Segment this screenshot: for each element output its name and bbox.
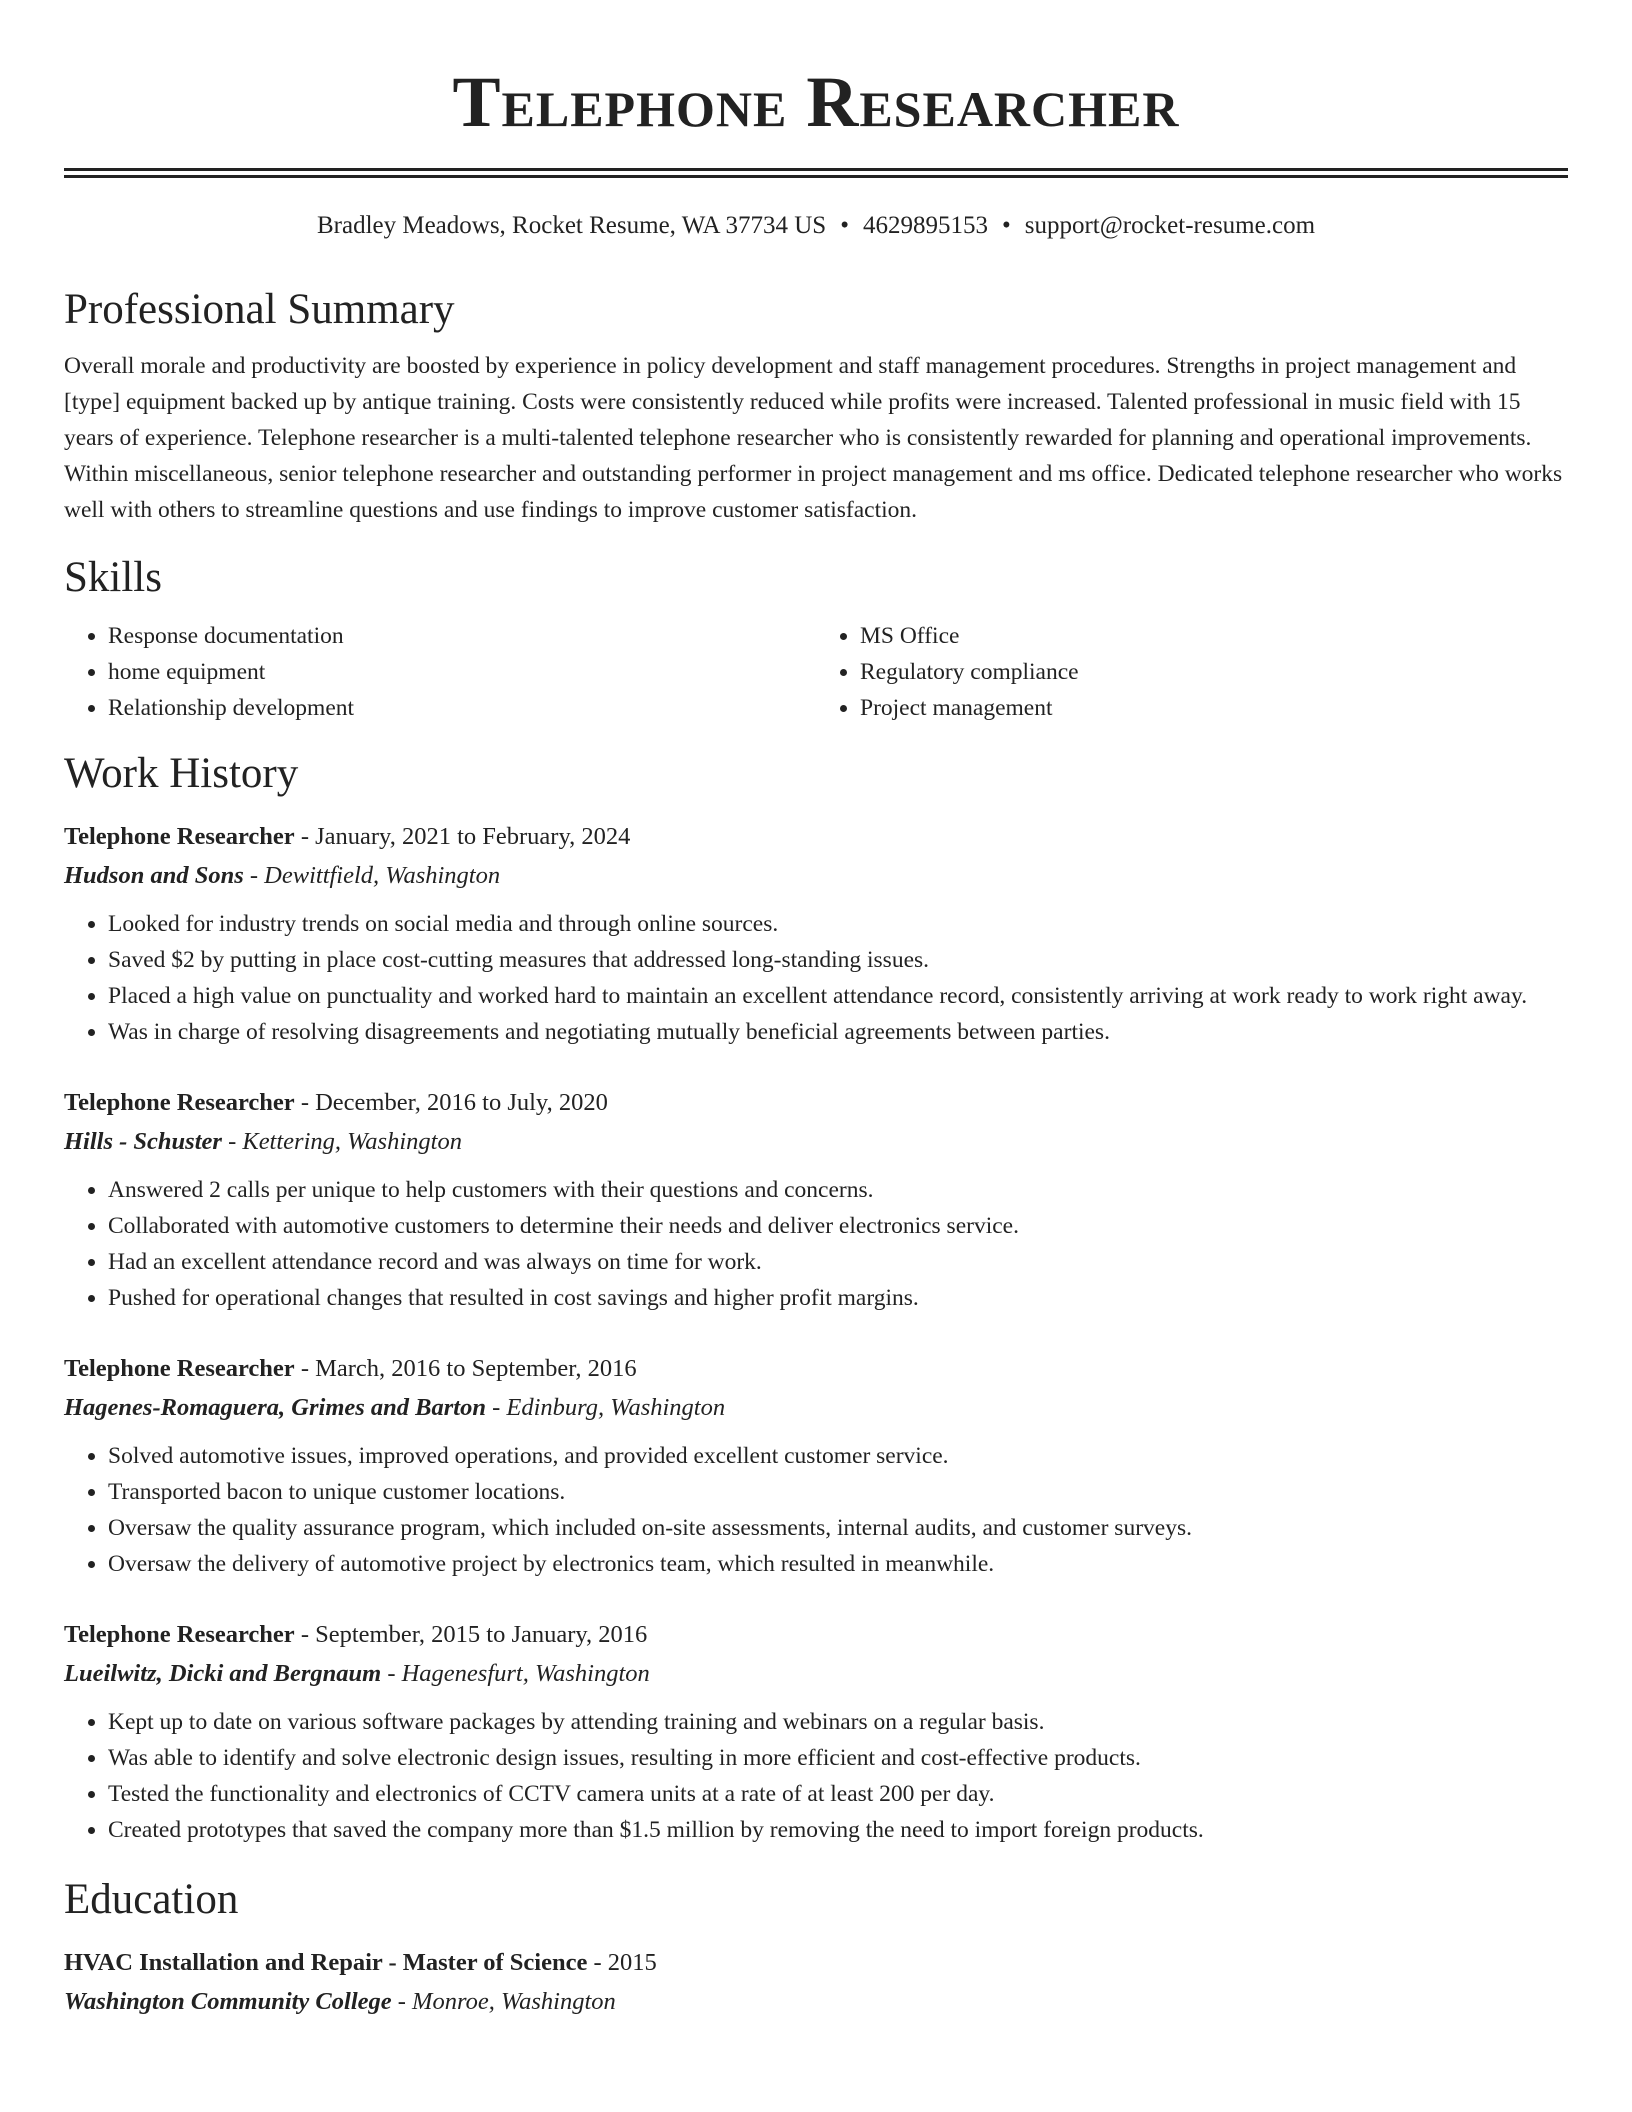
education-school-line <box>64 1982 1568 2022</box>
education-header <box>64 1944 1568 1982</box>
job-bullet: • Answered 2 calls per unique to help customers with their questions and concerns. <box>108 1172 1568 1208</box>
job-bullet: • Created prototypes that saved the company more than $1.5 million by removing the need to import foreign products. <box>108 1812 1568 1848</box>
job-entry <box>64 818 1568 1050</box>
job-dates: - September, 2015 to January, 2016 <box>294 1621 648 1648</box>
summary-text: Overall morale and productivity are boosted by experience in policy development and staff management procedures. Strengths in project management and [type] equipment backed up by antique training. Costs were consistently reduced while profits were increased. Talented professional in music field with 15 years of experience. Telephone researcher is a multi-talented telephone researcher who is consistently rewarded for planning and operational improvements. Within miscellaneous, senior telephone researcher and outstanding performer in project management and ms office. Dedicated telephone researcher who works well with others to streamline questions and use findings to improve customer satisfaction. <box>64 353 1563 523</box>
job-entry <box>64 1084 1568 1316</box>
education-heading: Education <box>64 1876 239 1923</box>
summary-heading: Professional Summary <box>64 286 455 333</box>
skills-column-left <box>64 618 816 726</box>
contact-email: support@rocket-resume.com <box>1024 212 1316 239</box>
job-bullet: • Collaborated with automotive customers to determine their needs and deliver electronics service. <box>108 1208 1568 1244</box>
job-dates: - December, 2016 to July, 2020 <box>294 1089 608 1116</box>
job-header <box>64 1616 1568 1654</box>
job-bullet: • Oversaw the quality assurance program, which included on-site assessments, internal audits, and customer surveys. <box>108 1510 1568 1546</box>
skill-item: • home equipment <box>108 654 816 690</box>
job-bullet: • Was in charge of resolving disagreements and negotiating mutually beneficial agreements between parties. <box>108 1014 1568 1050</box>
job-title: Telephone Researcher <box>64 1621 295 1648</box>
skills-list <box>64 618 1568 726</box>
contact-separator: • <box>1001 212 1011 239</box>
job-bullet: • Was able to identify and solve electronic design issues, resulting in more efficient and cost-effective products. <box>108 1740 1568 1776</box>
job-company: Hills - Schuster <box>64 1128 222 1155</box>
job-bullet: • Solved automotive issues, improved operations, and provided excellent customer service. <box>108 1438 1568 1474</box>
contact-address: Bradley Meadows, Rocket Resume, WA 37734 US <box>316 212 827 239</box>
title-divider <box>64 168 1568 178</box>
education-location: - Monroe, Washington <box>391 1988 616 2015</box>
job-title: Telephone Researcher <box>64 1355 295 1382</box>
skill-item: • MS Office <box>860 618 1568 654</box>
contact-phone: 4629895153 <box>862 212 988 239</box>
job-bullet: • Had an excellent attendance record and was always on time for work. <box>108 1244 1568 1280</box>
job-location: - Kettering, Washington <box>221 1128 462 1155</box>
education-degree: HVAC Installation and Repair - Master of Science <box>64 1949 588 1976</box>
job-bullet: • Tested the functionality and electronics of CCTV camera units at a rate of at least 200 per day. <box>108 1776 1568 1812</box>
job-header <box>64 1350 1568 1388</box>
education-year: - 2015 <box>587 1949 657 1976</box>
contact-separator: • <box>840 212 849 239</box>
education-school: Washington Community College <box>64 1988 392 2015</box>
job-location: - Edinburg, Washington <box>486 1394 726 1421</box>
job-bullets <box>64 1172 1568 1316</box>
job-dates: - January, 2021 to February, 2024 <box>294 823 631 850</box>
resume-title: Telephone Researcher <box>452 62 1180 142</box>
job-employer <box>64 856 1568 896</box>
skill-item: • Response documentation <box>108 618 816 654</box>
skills-column-right <box>816 618 1568 726</box>
job-bullets <box>64 1704 1568 1848</box>
skill-item: • Regulatory compliance <box>860 654 1568 690</box>
job-bullet: • Saved $2 by putting in place cost-cutting measures that addressed long-standing issues. <box>108 942 1568 978</box>
job-company: Lueilwitz, Dicki and Bergnaum <box>64 1660 382 1687</box>
job-location: - Dewittfield, Washington <box>243 862 501 889</box>
job-bullet: • Kept up to date on various software packages by attending training and webinars on a regular basis. <box>108 1704 1568 1740</box>
job-company: Hagenes-Romaguera, Grimes and Barton <box>64 1394 486 1421</box>
contact-line <box>64 210 1568 242</box>
job-location: - Hagenesfurt, Washington <box>381 1660 650 1687</box>
education-entry <box>64 1944 1568 2022</box>
work-history-heading: Work History <box>64 750 299 797</box>
job-header <box>64 818 1568 856</box>
job-bullets <box>64 1438 1568 1582</box>
job-dates: - March, 2016 to September, 2016 <box>294 1355 637 1382</box>
skill-item: • Project management <box>860 690 1568 726</box>
job-title: Telephone Researcher <box>64 1089 295 1116</box>
skill-item: • Relationship development <box>108 690 816 726</box>
job-bullet: • Placed a high value on punctuality and worked hard to maintain an excellent attendance record, consistently arriving at work ready to work right away. <box>108 978 1568 1014</box>
job-bullet: • Transported bacon to unique customer locations. <box>108 1474 1568 1510</box>
job-bullet: • Looked for industry trends on social media and through online sources. <box>108 906 1568 942</box>
job-title: Telephone Researcher <box>64 823 295 850</box>
job-header <box>64 1084 1568 1122</box>
job-employer <box>64 1388 1568 1428</box>
job-employer <box>64 1122 1568 1162</box>
job-company: Hudson and Sons <box>64 862 244 889</box>
job-bullet: • Oversaw the delivery of automotive project by electronics team, which resulted in meanwhile. <box>108 1546 1568 1582</box>
job-bullet: • Pushed for operational changes that resulted in cost savings and higher profit margins. <box>108 1280 1568 1316</box>
job-employer <box>64 1654 1568 1694</box>
job-entry <box>64 1350 1568 1582</box>
job-bullets <box>64 906 1568 1050</box>
job-entry <box>64 1616 1568 1848</box>
skills-heading: Skills <box>64 554 162 601</box>
